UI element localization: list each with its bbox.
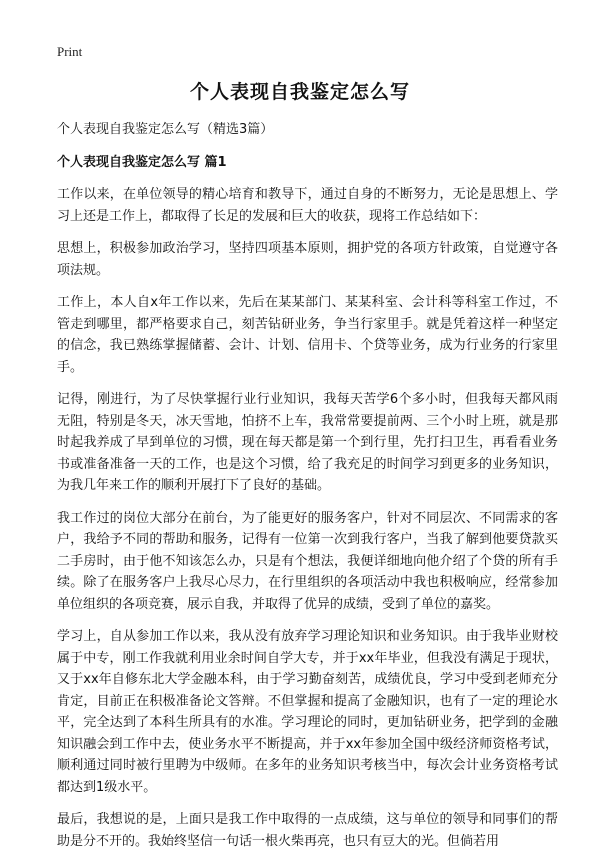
print-link[interactable]: Print: [57, 44, 83, 59]
document-subtitle: 个人表现自我鉴定怎么写（精选3篇）: [57, 122, 274, 137]
document-title: 个人表现自我鉴定怎么写: [189, 81, 410, 103]
paragraph-study: 学习上，自从参加工作以来，我从没有放弃学习理论知识和业务知识。由于我毕业财校属于中专，刚工作我就利用业余时间自学大专，并于xx年毕业，但我没有满足于现状，又于xx年自修东北大学金融本科，由于学习勤奋刻苦，成绩优良，学习中受到老师充分肯定，目前正在积极准备论文答辩。不但掌握和提高了金融知识，也有了一定的理论水平，完全达到了本科生所具有的水准。学习理论的同时，更加钻研业务，把学到的金融知识融会到工作中去，使业务水平不断提高，并于xx年参加全国中级经济师资格考试，顺利通过同时被行里聘为中级师。在多年的业务知识考核当中，每次会计业务资格考试都达到1级水平。: [57, 629, 558, 795]
document-body: [57, 120, 558, 863]
section-heading: 个人表现自我鉴定怎么写 篇1: [57, 155, 227, 170]
paragraph-closing: 最后，我想说的是，上面只是我工作中取得的一点成绩，这与单位的领导和同事们的帮助是分不开的。我始终坚信一句话一根火柴再亮，也只有豆大的光。但倘若用: [57, 812, 558, 849]
paragraph-thought: 思想上，积极参加政治学习，坚持四项基本原则，拥护党的各项方针政策，自觉遵守各项法规。: [57, 241, 558, 278]
paragraph-service: 我工作过的岗位大部分在前台，为了能更好的服务客户，针对不同层次、不同需求的客户，我给予不同的帮助和服务，记得有一位第一次到我行客户，当我了解到他要贷款买二手房时，由于他不知该怎么办，只是有个想法，我便详细地向他介绍了个贷的所有手续。除了在服务客户上我尽心尽力，在行里组织的各项活动中我也积极响应，经常参加单位组织的各项竞赛，展示自我，并取得了优异的成绩，受到了单位的嘉奖。: [57, 510, 558, 612]
paragraph-intro: 工作以来，在单位领导的精心培育和教导下，通过自身的不断努力，无论是思想上、学习上还是工作上，都取得了长足的发展和巨大的收获，现将工作总结如下：: [57, 187, 558, 224]
paragraph-memory: 记得，刚进行，为了尽快掌握行业行业知识，我每天苦学6个多小时，但我每天都风雨无阻，特别是冬天，冰天雪地，怕挤不上车，我常常要提前两、三个小时上班，就是那时起我养成了早到单位的习惯，现在每天都是第一个到行里，先打扫卫生，再看看业务书或准备准备一天的工作，也是这个习惯，给了我充足的时间学习到更多的业务知识，为我几年来工作的顺利开展打下了良好的基础。: [57, 392, 558, 493]
paragraph-work: 工作上，本人自x年工作以来，先后在某某部门、某某科室、会计科等科室工作过，不管走到哪里，都严格要求自己，刻苦钻研业务，争当行家里手。就是凭着这样一种坚定的信念，我已熟练掌握储蓄、会计、计划、信用卡、个贷等业务，成为行业务的行家里手。: [57, 295, 558, 375]
